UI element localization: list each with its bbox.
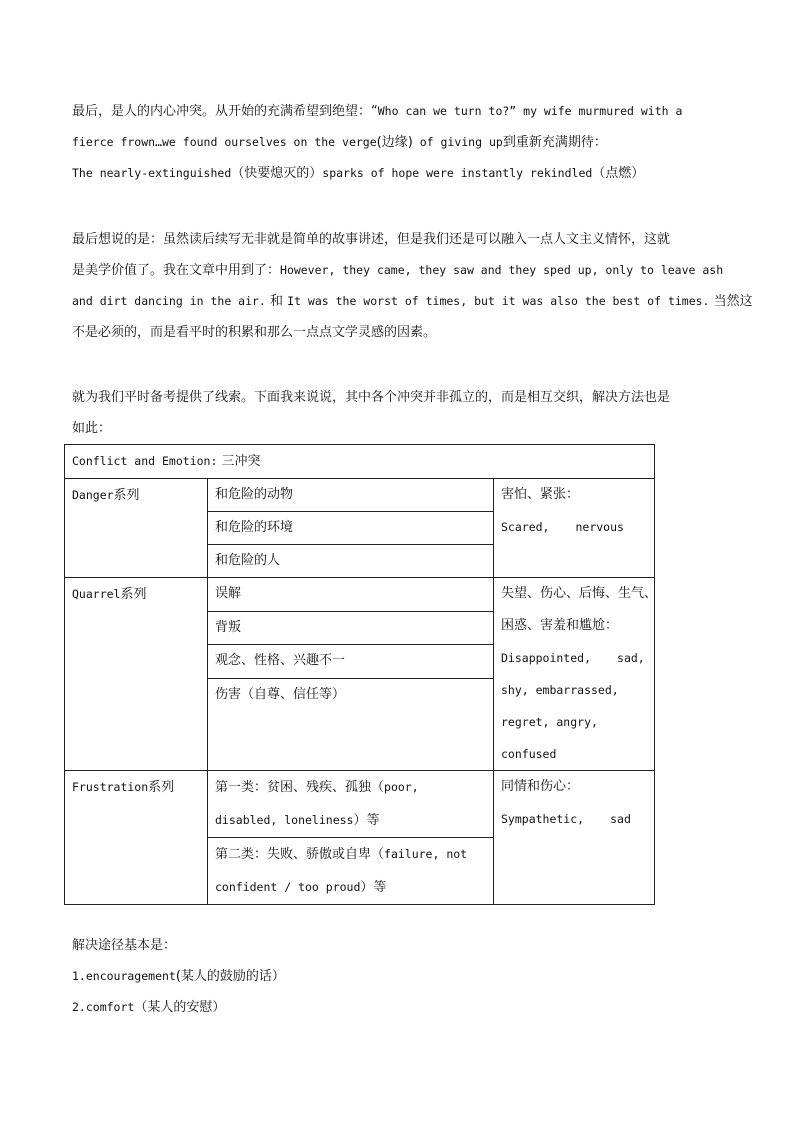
text: 系列	[120, 587, 147, 602]
emotion-quarrel	[494, 578, 658, 771]
text: Scared,	[501, 520, 550, 534]
text: However, they came, they saw and they sped up, only to leave ash	[280, 263, 724, 277]
text: Frustration	[72, 780, 149, 794]
text: （快要熄灭的）	[231, 166, 323, 181]
text: （点燃）	[592, 166, 645, 181]
text: shy, embarrassed,	[501, 683, 619, 697]
text: 和	[265, 294, 288, 309]
table-row	[65, 771, 655, 838]
conflict-emotion-table	[64, 444, 658, 905]
text: 系列	[148, 780, 175, 795]
text: failure, not	[384, 847, 468, 861]
category-danger	[65, 479, 208, 578]
text: （某人的安慰）	[134, 1000, 226, 1015]
text: Sympathetic,	[501, 812, 585, 826]
conflict-item: 伤害（自尊、信任等）	[208, 679, 494, 771]
text: ）等	[353, 813, 380, 828]
table-row	[65, 578, 655, 612]
text: and dirt dancing in the air.	[72, 294, 266, 308]
text: regret, angry,	[501, 715, 598, 729]
text: nervous	[575, 520, 624, 534]
text: 失望、伤心、后悔、生气、	[501, 586, 658, 601]
text: (某人的鼓励的话）	[175, 969, 285, 984]
conflict-item: 背叛	[208, 611, 494, 645]
category-frustration	[65, 771, 208, 905]
table-header-cell	[65, 445, 655, 479]
text: (边缘)	[376, 135, 413, 150]
text: 最后想说的是：虽然读后续写无非就是简单的故事讲述，但是我们还是可以融入一点人文主义情怀，这就	[72, 232, 671, 247]
text: confused	[501, 747, 557, 761]
paragraph-humanism	[72, 224, 753, 348]
text: 第二类：失败、骄傲或自卑（	[215, 847, 385, 862]
text: Who can we turn to?” my wife murmured with a	[377, 104, 683, 118]
conflict-item: 误解	[208, 578, 494, 612]
conflict-item	[208, 838, 494, 905]
text: sad	[610, 812, 631, 826]
text: 系列	[113, 488, 140, 503]
text: 第一类：贫困、残疾、孤独（	[215, 780, 385, 795]
emotion-frustration	[494, 771, 655, 905]
text: 2.comfort	[72, 1000, 135, 1014]
text: 如此：	[72, 421, 112, 436]
text: Quarrel	[72, 587, 121, 601]
text: 最后，是人的内心冲突。从开始的充满希望到绝望：“	[72, 104, 378, 119]
text: sparks of hope were instantly rekindled	[322, 166, 593, 180]
text: 三冲突	[217, 454, 261, 469]
text: It was the worst of times, but it was also the best of times.	[287, 294, 710, 308]
paragraph-inner-conflict	[72, 96, 736, 189]
list-item	[72, 992, 736, 1023]
text: 困惑、害羞和尴尬：	[501, 618, 619, 633]
conflict-item	[208, 771, 494, 838]
paragraph-intro-table	[72, 382, 736, 444]
text: of giving up	[412, 135, 503, 149]
category-quarrel	[65, 578, 208, 771]
solutions-title: 解决途径基本是：	[72, 938, 177, 953]
text: poor,	[384, 780, 419, 794]
table-row	[65, 479, 655, 512]
text: 不是必须的，而是看平时的积累和那么一点点文学灵感的因素。	[72, 325, 437, 340]
text: ）等	[360, 880, 387, 895]
text: Conflict and Emotion:	[72, 454, 218, 468]
text: Disappointed,	[501, 651, 592, 665]
text: 到重新充满期待：	[502, 135, 607, 150]
list-item	[72, 961, 736, 992]
solutions-section	[72, 930, 736, 1023]
conflict-item: 和危险的人	[208, 545, 494, 578]
conflict-item: 和危险的环境	[208, 512, 494, 545]
text: The nearly-extinguished	[72, 166, 232, 180]
conflict-item: 观念、性格、兴趣不一	[208, 645, 494, 679]
conflict-item: 和危险的动物	[208, 479, 494, 512]
text: fierce frown…we found ourselves on the verge	[72, 135, 377, 149]
text: sad,	[617, 651, 645, 665]
emotion-danger	[494, 479, 655, 578]
text: 害怕、紧张：	[501, 487, 580, 502]
table-header-row	[65, 445, 655, 479]
text: confident / too proud	[215, 880, 361, 894]
text: 是美学价值了。我在文章中用到了：	[72, 263, 281, 278]
text: 1.encouragement	[72, 969, 176, 983]
text: 就为我们平时备考提供了线索。下面我来说说，其中各个冲突并非孤立的，而是相互交织，解决方法也是	[72, 390, 671, 405]
text: 同情和伤心：	[501, 779, 580, 794]
text: disabled, loneliness	[215, 813, 354, 827]
text: Danger	[72, 488, 114, 502]
text: 当然这	[709, 294, 753, 309]
